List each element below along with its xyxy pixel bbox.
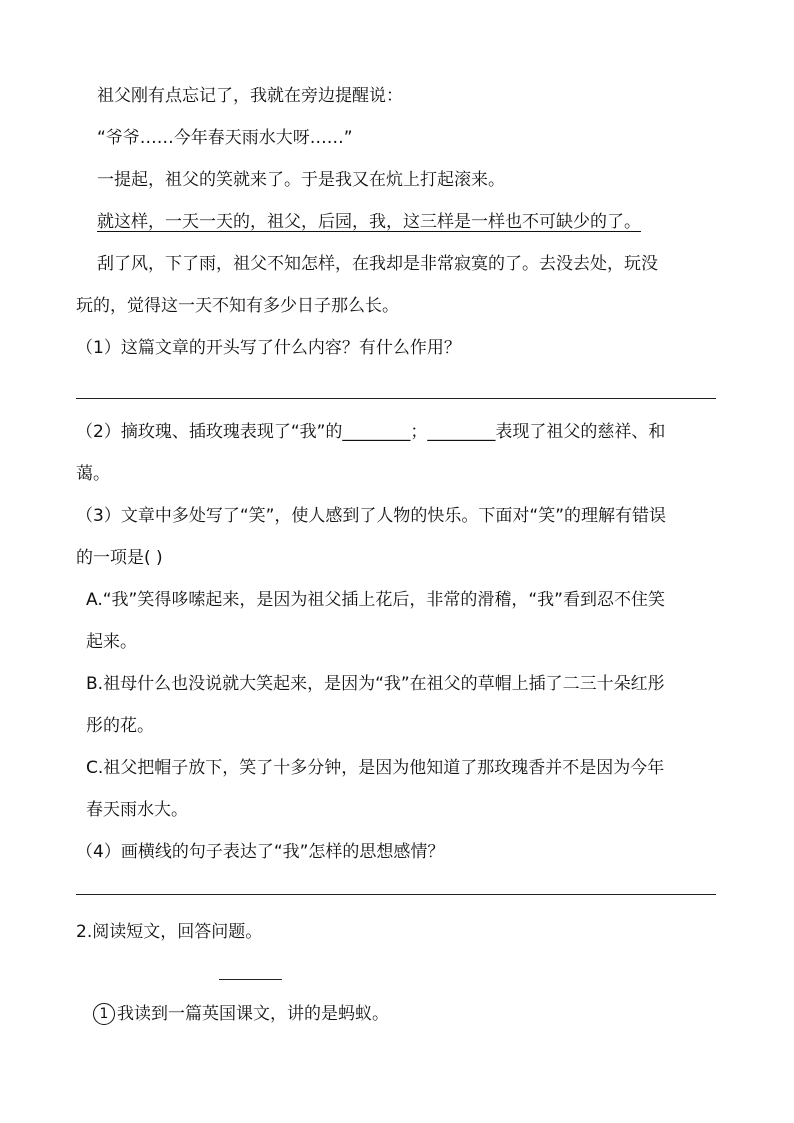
paragraph-number-badge: 1 bbox=[93, 1003, 115, 1025]
line-p5a: 刮了风，下了雨，祖父不知怎样，在我却是非常寂寞的了。去没去处，玩没 bbox=[97, 254, 658, 274]
question-4: （4）画横线的句子表达了“我”怎样的思想感情？ bbox=[76, 842, 445, 862]
option-c-cont: 春天雨水大。 bbox=[86, 800, 188, 820]
question-2-cont: 蔼。 bbox=[76, 464, 110, 484]
option-c: C.祖父把帽子放下，笑了十多分钟，是因为他知道了那玫瑰香并不是因为今年 bbox=[86, 758, 665, 778]
paragraph-1-text: 我读到一篇英国课文，讲的是蚂蚁。 bbox=[117, 1004, 389, 1024]
section-2-heading: 2.阅读短文，回答问题。 bbox=[76, 922, 263, 942]
answer-line-4 bbox=[76, 894, 716, 895]
line-p2: “爷爷……今年春天雨水大呀……” bbox=[97, 128, 353, 148]
question-2: （2）摘玫瑰、插玫瑰表现了“我”的________；________表现了祖父的慈祥、和 bbox=[76, 422, 666, 442]
question-3-cont: 的一项是( ) bbox=[76, 548, 163, 568]
paragraph-1 bbox=[93, 1002, 389, 1026]
underlined-sentence: 就这样，一天一天的，祖父，后园，我，这三样是一样也不可缺少的了。 bbox=[97, 212, 641, 232]
option-b-cont: 彤的花。 bbox=[86, 716, 154, 736]
answer-line-1 bbox=[76, 398, 716, 399]
question-3: （3）文章中多处写了“笑”，使人感到了人物的快乐。下面对“笑”的理解有错误 bbox=[76, 506, 667, 526]
option-a: A.“我”笑得哆嗦起来，是因为祖父插上花后，非常的滑稽，“我”看到忍不住笑 bbox=[86, 590, 665, 610]
title-blank-line bbox=[219, 979, 282, 980]
line-p1: 祖父刚有点忘记了，我就在旁边提醒说： bbox=[97, 86, 403, 106]
question-1: （1）这篇文章的开头写了什么内容？有什么作用？ bbox=[76, 338, 461, 358]
line-p5b: 玩的，觉得这一天不知有多少日子那么长。 bbox=[76, 296, 399, 316]
option-b: B.祖母什么也没说就大笑起来，是因为“我”在祖父的草帽上插了二三十朵红彤 bbox=[86, 674, 665, 694]
option-a-cont: 起来。 bbox=[86, 632, 137, 652]
line-p3: 一提起，祖父的笑就来了。于是我又在炕上打起滚来。 bbox=[97, 170, 505, 190]
